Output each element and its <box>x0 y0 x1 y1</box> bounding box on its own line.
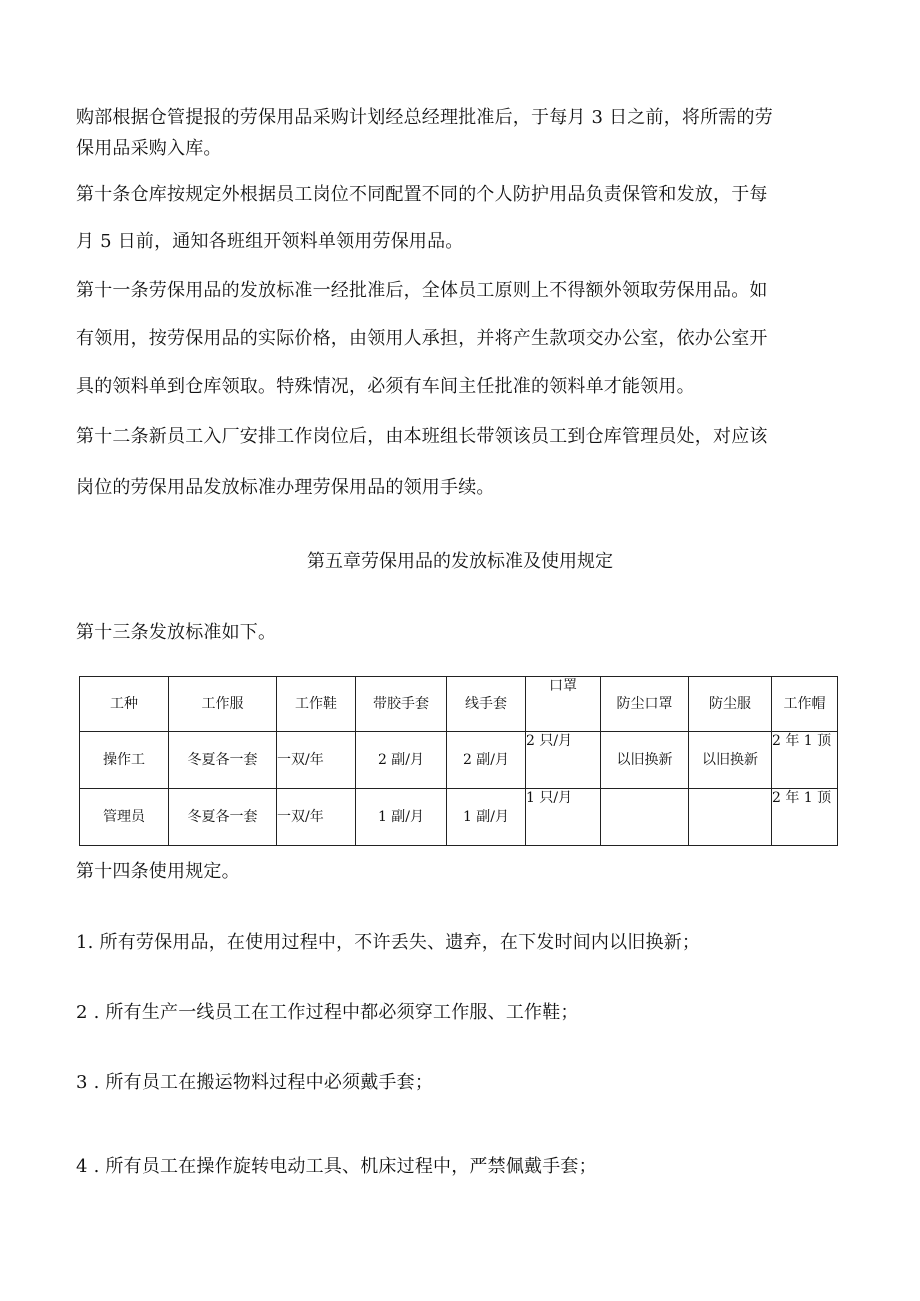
header-cell: 防尘服 <box>689 677 772 732</box>
table-cell: 1 副/月 <box>447 789 526 846</box>
header-cell: 口罩 <box>526 677 601 732</box>
issuance-standard-table <box>79 676 838 846</box>
paragraph-article-11-line-1: 第十一条劳保用品的发放标准一经批准后，全体员工原则上不得额外领取劳保用品。如 <box>76 280 768 301</box>
paragraph-procurement-line-2: 保用品采购入库。 <box>76 138 222 159</box>
table-header-row <box>80 677 838 732</box>
chapter-title: 第五章劳保用品的发放标准及使用规定 <box>307 551 613 572</box>
table-row <box>80 732 838 789</box>
paragraph-procurement-line-1: 购部根据仓管提报的劳保用品采购计划经总经理批准后，于每月 3 日之前，将所需的劳 <box>76 107 773 128</box>
table-cell: 2 副/月 <box>356 732 447 789</box>
header-cell: 带胶手套 <box>356 677 447 732</box>
table-cell: 冬夏各一套 <box>169 732 277 789</box>
table-cell: 2 副/月 <box>447 732 526 789</box>
table-cell: 1 副/月 <box>356 789 447 846</box>
paragraph-article-12-line-1: 第十二条新员工入厂安排工作岗位后，由本班组长带领该员工到仓库管理员处，对应该 <box>76 426 768 447</box>
paragraph-article-11-line-3: 具的领料单到仓库领取。特殊情况，必须有车间主任批准的领料单才能领用。 <box>76 376 695 397</box>
table-cell <box>601 789 689 846</box>
rule-item-4: 4 . 所有员工在操作旋转电动工具、机床过程中，严禁佩戴手套； <box>76 1156 597 1177</box>
header-cell: 工种 <box>80 677 169 732</box>
rule-item-3: 3 . 所有员工在搬运物料过程中必须戴手套； <box>76 1072 434 1093</box>
table-cell <box>689 789 772 846</box>
table-cell: 2 年 1 顶 <box>772 789 838 846</box>
table-cell: 2 年 1 顶 <box>772 732 838 789</box>
header-cell: 工作服 <box>169 677 277 732</box>
table-cell: 以旧换新 <box>689 732 772 789</box>
rule-item-1: 1. 所有劳保用品，在使用过程中，不许丢失、遗弃，在下发时间内以旧换新； <box>76 932 701 953</box>
table-row <box>80 789 838 846</box>
article-14-text: 第十四条使用规定。 <box>76 861 240 882</box>
header-cell: 线手套 <box>447 677 526 732</box>
rule-item-2: 2 . 所有生产一线员工在工作过程中都必须穿工作服、工作鞋； <box>76 1002 579 1023</box>
table-cell: 一双/年 <box>277 732 356 789</box>
table-cell: 1 只/月 <box>526 789 601 846</box>
table-cell: 管理员 <box>80 789 169 846</box>
paragraph-article-12-line-2: 岗位的劳保用品发放标准办理劳保用品的领用手续。 <box>76 477 495 498</box>
header-cell: 工作帽 <box>772 677 838 732</box>
paragraph-article-10-line-1: 第十条仓库按规定外根据员工岗位不同配置不同的个人防护用品负责保管和发放，于每 <box>76 184 768 205</box>
paragraph-article-11-line-2: 有领用，按劳保用品的实际价格，由领用人承担，并将产生款项交办公室，依办公室开 <box>76 328 768 349</box>
paragraph-article-10-line-2: 月 5 日前，通知各班组开领料单领用劳保用品。 <box>76 231 464 252</box>
table-cell: 2 只/月 <box>526 732 601 789</box>
article-13-text: 第十三条发放标准如下。 <box>76 622 277 643</box>
table-cell: 一双/年 <box>277 789 356 846</box>
table-cell: 操作工 <box>80 732 169 789</box>
table-cell: 冬夏各一套 <box>169 789 277 846</box>
header-cell: 防尘口罩 <box>601 677 689 732</box>
table-cell: 以旧换新 <box>601 732 689 789</box>
header-cell: 工作鞋 <box>277 677 356 732</box>
